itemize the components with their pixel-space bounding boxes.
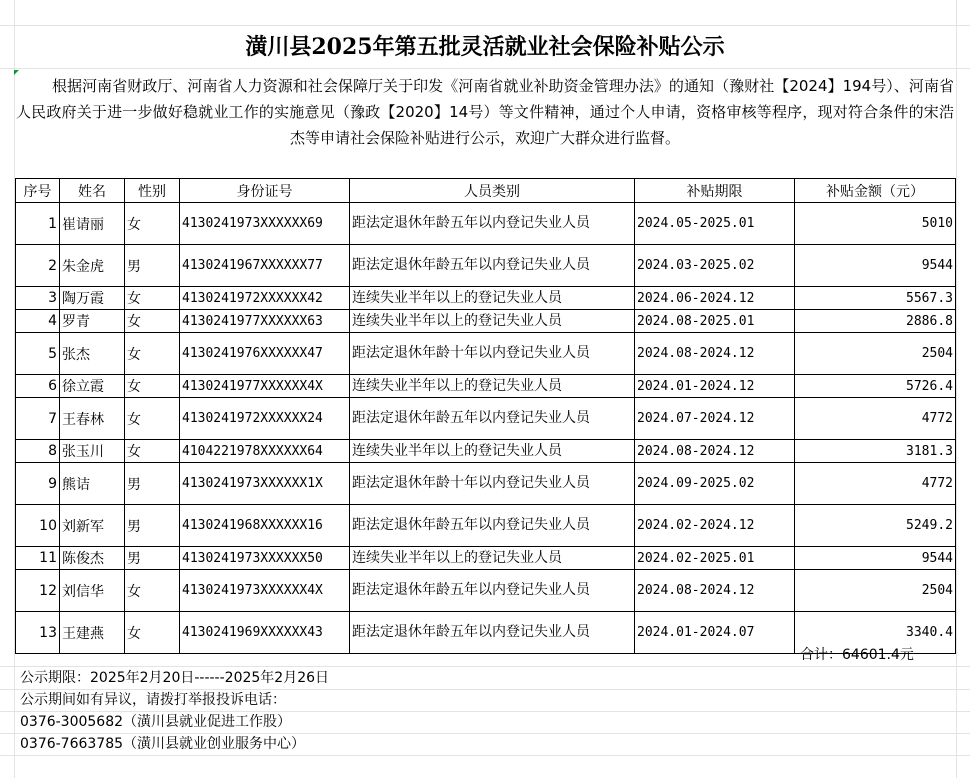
row-category: 距法定退休年龄五年以内登记失业人员 [350,245,635,287]
row-id: 4130241973XXXXXX1X [180,463,350,505]
row-category: 距法定退休年龄五年以内登记失业人员 [350,398,635,440]
row-name: 陶万霞 [60,287,125,310]
row-no: 3 [16,287,60,310]
header-name: 姓名 [60,179,125,203]
row-no: 1 [16,203,60,245]
row-gender: 女 [125,440,180,463]
row-period: 2024.03-2025.02 [635,245,795,287]
row-name: 王春林 [60,398,125,440]
row-period: 2024.01-2024.07 [635,612,795,654]
row-name: 朱金虎 [60,245,125,287]
row-period: 2024.08-2024.12 [635,333,795,375]
row-gender: 女 [125,310,180,333]
row-id: 4130241967XXXXXX77 [180,245,350,287]
row-period: 2024.08-2024.12 [635,570,795,612]
row-name: 熊诘 [60,463,125,505]
row-id: 4130241976XXXXXX47 [180,333,350,375]
row-period: 2024.08-2024.12 [635,440,795,463]
row-amount: 3340.4 [795,612,956,654]
row-name: 陈俊杰 [60,547,125,570]
row-category: 距法定退休年龄十年以内登记失业人员 [350,463,635,505]
row-period: 2024.01-2024.12 [635,375,795,398]
row-no: 5 [16,333,60,375]
row-amount: 9544 [795,547,956,570]
row-category: 连续失业半年以上的登记失业人员 [350,287,635,310]
row-name: 徐立霞 [60,375,125,398]
row-id: 4104221978XXXXXX64 [180,440,350,463]
row-id: 4130241977XXXXXX63 [180,310,350,333]
header-amount: 补贴金额（元） [795,179,956,203]
row-amount: 5010 [795,203,956,245]
row-amount: 2886.8 [795,310,956,333]
table-row [16,333,956,375]
row-no: 7 [16,398,60,440]
row-period: 2024.09-2025.02 [635,463,795,505]
row-id: 4130241969XXXXXX43 [180,612,350,654]
row-no: 13 [16,612,60,654]
row-category: 连续失业半年以上的登记失业人员 [350,440,635,463]
row-no: 2 [16,245,60,287]
row-no: 6 [16,375,60,398]
row-no: 4 [16,310,60,333]
row-amount: 5249.2 [795,505,956,547]
row-id: 4130241977XXXXXX4X [180,375,350,398]
header-no: 序号 [16,179,60,203]
row-id: 4130241972XXXXXX24 [180,398,350,440]
row-name: 罗青 [60,310,125,333]
header-period: 补贴期限 [635,179,795,203]
row-category: 距法定退休年龄五年以内登记失业人员 [350,570,635,612]
row-period: 2024.08-2025.01 [635,310,795,333]
row-amount: 4772 [795,398,956,440]
row-period: 2024.07-2024.12 [635,398,795,440]
row-gender: 男 [125,463,180,505]
subsidy-table [15,178,956,654]
row-name: 张杰 [60,333,125,375]
total-amount: 合计：64601.4元 [800,647,914,663]
row-amount: 5567.3 [795,287,956,310]
row-amount: 3181.3 [795,440,956,463]
row-gender: 女 [125,570,180,612]
row-period: 2024.05-2025.01 [635,203,795,245]
row-name: 王建燕 [60,612,125,654]
row-no: 9 [16,463,60,505]
row-no: 11 [16,547,60,570]
row-amount: 4772 [795,463,956,505]
table-row [16,287,956,310]
row-gender: 女 [125,612,180,654]
row-id: 4130241968XXXXXX16 [180,505,350,547]
row-no: 12 [16,570,60,612]
row-gender: 女 [125,287,180,310]
row-no: 10 [16,505,60,547]
grid-line [0,68,970,69]
table-row [16,440,956,463]
row-period: 2024.06-2024.12 [635,287,795,310]
row-name: 张玉川 [60,440,125,463]
row-category: 连续失业半年以上的登记失业人员 [350,547,635,570]
header-id: 身份证号 [180,179,350,203]
row-name: 刘信华 [60,570,125,612]
row-gender: 女 [125,333,180,375]
row-no: 8 [16,440,60,463]
row-gender: 男 [125,245,180,287]
row-category: 连续失业半年以上的登记失业人员 [350,310,635,333]
table-row [16,570,956,612]
row-name: 崔请丽 [60,203,125,245]
header-gender: 性别 [125,179,180,203]
row-gender: 女 [125,398,180,440]
row-id: 4130241973XXXXXX50 [180,547,350,570]
row-id: 4130241973XXXXXX69 [180,203,350,245]
row-amount: 2504 [795,333,956,375]
row-category: 距法定退休年龄十年以内登记失业人员 [350,333,635,375]
row-amount: 9544 [795,245,956,287]
row-period: 2024.02-2025.01 [635,547,795,570]
table-row [16,375,956,398]
header-category: 人员类别 [350,179,635,203]
row-gender: 女 [125,375,180,398]
row-amount: 2504 [795,570,956,612]
table-row [16,245,956,287]
row-gender: 女 [125,203,180,245]
table-row [16,505,956,547]
table-row [16,203,956,245]
table-row [16,547,956,570]
table-row [16,463,956,505]
phone-line-2: 0376-7663785（潢川县就业创业服务中心） [20,736,306,752]
row-gender: 男 [125,505,180,547]
grid-line [0,755,970,756]
row-name: 刘新军 [60,505,125,547]
row-id: 4130241972XXXXXX42 [180,287,350,310]
intro-paragraph: 根据河南省财政厅、河南省人力资源和社会保障厅关于印发《河南省就业补助资金管理办法》的通知（豫财社【2024】194号）、河南省人民政府关于进一步做好稳就业工作的实施意见（豫政【2020】14号）等文件精神，通过个人申请，资格审核等程序，现对符合条件的宋浩杰等申请社会保险补贴进行公示，欢迎广大群众进行监督。 [16,77,954,147]
row-category: 距法定退休年龄五年以内登记失业人员 [350,203,635,245]
table-row [16,310,956,333]
notice-period: 公示期限：2025年2月20日------2025年2月26日 [20,670,330,686]
row-category: 连续失业半年以上的登记失业人员 [350,375,635,398]
row-category: 距法定退休年龄五年以内登记失业人员 [350,612,635,654]
phone-line-1: 0376-3005682（潢川县就业促进工作股） [20,714,292,730]
page-title: 潢川县2025年第五批灵活就业社会保险补贴公示 [245,34,725,60]
row-period: 2024.02-2024.12 [635,505,795,547]
objection-notice: 公示期间如有异议，请拨打举报投诉电话： [20,692,286,708]
row-amount: 5726.4 [795,375,956,398]
table-header-row [16,179,956,203]
row-id: 4130241973XXXXXX4X [180,570,350,612]
row-category: 距法定退休年龄五年以内登记失业人员 [350,505,635,547]
row-gender: 男 [125,547,180,570]
table-row [16,398,956,440]
